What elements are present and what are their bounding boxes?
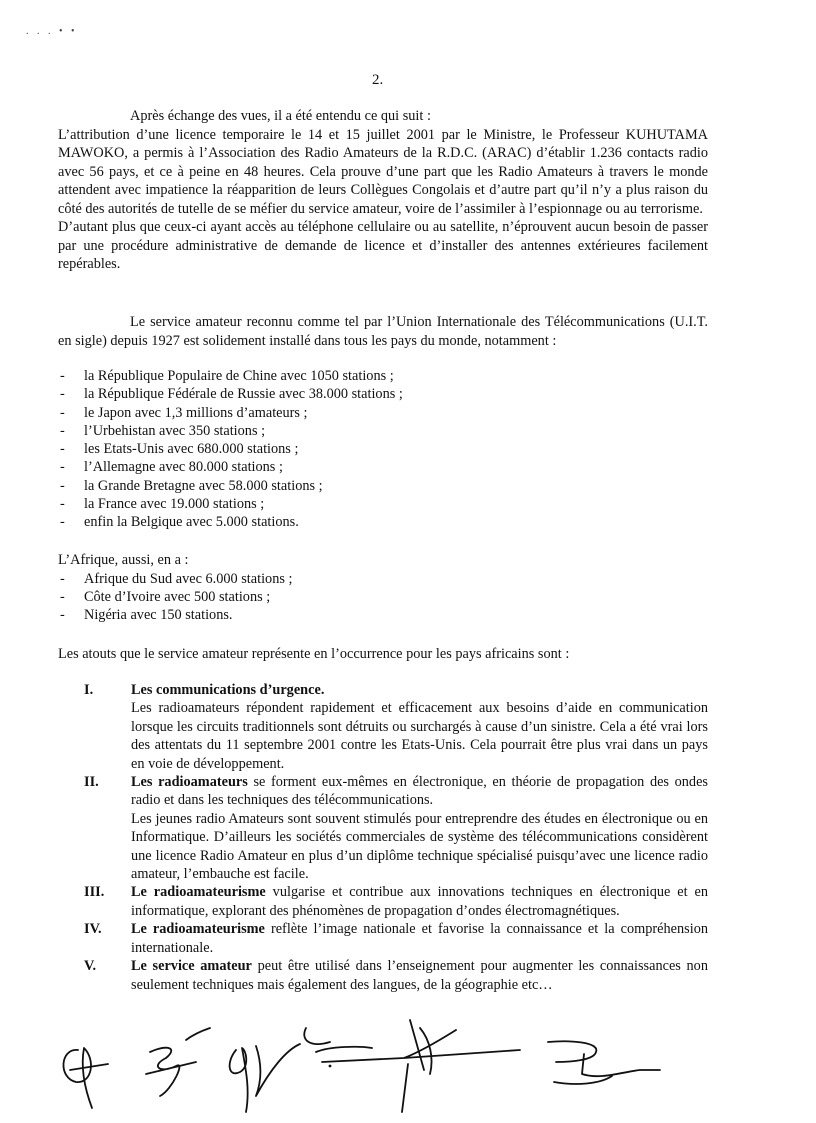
signature-3 (230, 1044, 300, 1112)
list-item: - enfin la Belgique avec 5.000 stations. (58, 513, 708, 531)
atouts-intro: Les atouts que le service amateur représente en l’occurrence pour les pays africains sont : (58, 646, 570, 662)
signature-4 (304, 1020, 520, 1112)
atout-item-2 (84, 773, 708, 883)
page-number: 2. (372, 72, 384, 88)
ink-dot (329, 1065, 332, 1068)
atouts-list (84, 681, 708, 994)
list-item: - la République Populaire de Chine avec 1050 stations ; (58, 367, 708, 385)
list-item: - les Etats-Unis avec 680.000 stations ; (58, 440, 708, 458)
paragraph-license: L’attribution d’une licence temporaire le 14 et 15 juillet 2001 par le Ministre, le Professeur KUHUTAMA MAWOKO, a permis à l’Association des Radio Amateurs de la R.D.C. (ARAC) d’établir 1.236 contacts radio avec 56 pays, et ce à peine en 48 heures. Cela prouve d’une part que les Radio Amateurs à travers le monde attendent avec impatience la réapparition de leurs Collègues Congolais et d’autre part qu’il n’y a plus raison du côté des autorités de tutelle de se méfier du service amateur, voire de l’assimiler à l’espionnage ou au terrorisme. (58, 126, 708, 217)
africa-intro: L’Afrique, aussi, en a : (58, 552, 189, 568)
atout-item-3 (84, 883, 708, 920)
item-number: V. (84, 958, 97, 975)
item-text: vulgarise et contribue aux innovations techniques en électronique et en informatique, explorant des phénomènes de propagation d’ondes électromagnétiques. (131, 884, 708, 919)
signature-1 (63, 1048, 108, 1108)
atouts-intro-block (58, 645, 708, 664)
item-number: IV. (84, 921, 102, 938)
list-item: - Côte d’Ivoire avec 500 stations ; (58, 588, 708, 606)
world-station-list (58, 367, 708, 532)
list-item: - la République Fédérale de Russie avec 38.000 stations ; (58, 385, 708, 403)
list-item: - la Grande Bretagne avec 58.000 stations ; (58, 477, 708, 495)
item-number: II. (84, 774, 99, 791)
list-item: - Afrique du Sud avec 6.000 stations ; (58, 570, 708, 588)
paragraph-uit: Le service amateur reconnu comme tel par l’Union Internationale des Télécommunications (U.I.T. en sigle) depuis 1927 est solidement installé dans tous les pays du monde, notamment : (58, 314, 708, 349)
atout-item-1 (84, 681, 708, 773)
africa-station-list (58, 570, 708, 625)
item-lead: Le radioamateurisme (131, 921, 265, 938)
signature-2 (146, 1048, 196, 1096)
intro-line: Après échange des vues, il a été entendu ce qui suit : (130, 108, 431, 124)
item-number: III. (84, 884, 105, 901)
list-item: - le Japon avec 1,3 millions d’amateurs ; (58, 404, 708, 422)
list-item: - Nigéria avec 150 stations. (58, 606, 708, 624)
item-text: peut être utilisé dans l’enseignement pour augmenter les connaissances non seulement techniques mais également des langues, de la géographie etc… (131, 958, 708, 993)
list-item: - l’Allemagne avec 80.000 stations ; (58, 458, 708, 476)
item-lead: Le radioamateurisme (131, 884, 266, 901)
paragraph-uit-block (58, 313, 708, 350)
paragraph-cellular: D’autant plus que ceux-ci ayant accès au téléphone cellulaire ou au satellite, n’éprouvent aucun besoin de passer par une procédure administrative de demande de licence et d’installer des antennes extérieures facilement repérables. (58, 219, 708, 272)
atout-item-4 (84, 920, 708, 957)
item-text: se forment eux-mêmes en électronique, en théorie de propagation des ondes radio et dans les techniques des télécommunications. (131, 774, 708, 809)
africa-block (58, 551, 708, 624)
item-text: reflète l’image nationale et favorise la connaissance et la compréhension internationale. (131, 921, 708, 956)
item-lead: Les radioamateurs (131, 774, 248, 791)
intro-block (58, 107, 708, 274)
list-item: - l’Urbehistan avec 350 stations ; (58, 422, 708, 440)
atout-item-5 (84, 957, 708, 994)
signature-6 (186, 1028, 210, 1040)
world-list-block (58, 367, 708, 532)
list-item: - la France avec 19.000 stations ; (58, 495, 708, 513)
item-number: I. (84, 682, 94, 698)
item-subtext: Les jeunes radio Amateurs sont souvent stimulés pour entreprendre des études en électronique ou en Informatique. D’ailleurs les sociétés commerciales de système des télécommunications considèrent une licence Radio Amateur en plus d’un diplôme technique spécialisé puisqu’avec une licence radio amateur, l’embauche est facile. (131, 810, 708, 883)
handwritten-signatures (0, 1000, 816, 1123)
signature-5 (548, 1041, 660, 1084)
item-subtext: Les radioamateurs répondent rapidement et efficacement aux besoins d’aide en communication lorsque les circuits traditionnels sont détruits ou surchargés à cause d’un sinistre. Cela a été vrai lors des attentats du 11 septembre 2001 contre les Etats-Unis. Cela pourrait être plus vrai dans un pays en voie de développement. (131, 700, 708, 772)
item-lead: Le service amateur (131, 958, 252, 975)
item-lead: Les communications d’urgence. (131, 682, 325, 698)
scan-specks: . . . • • (26, 26, 78, 37)
